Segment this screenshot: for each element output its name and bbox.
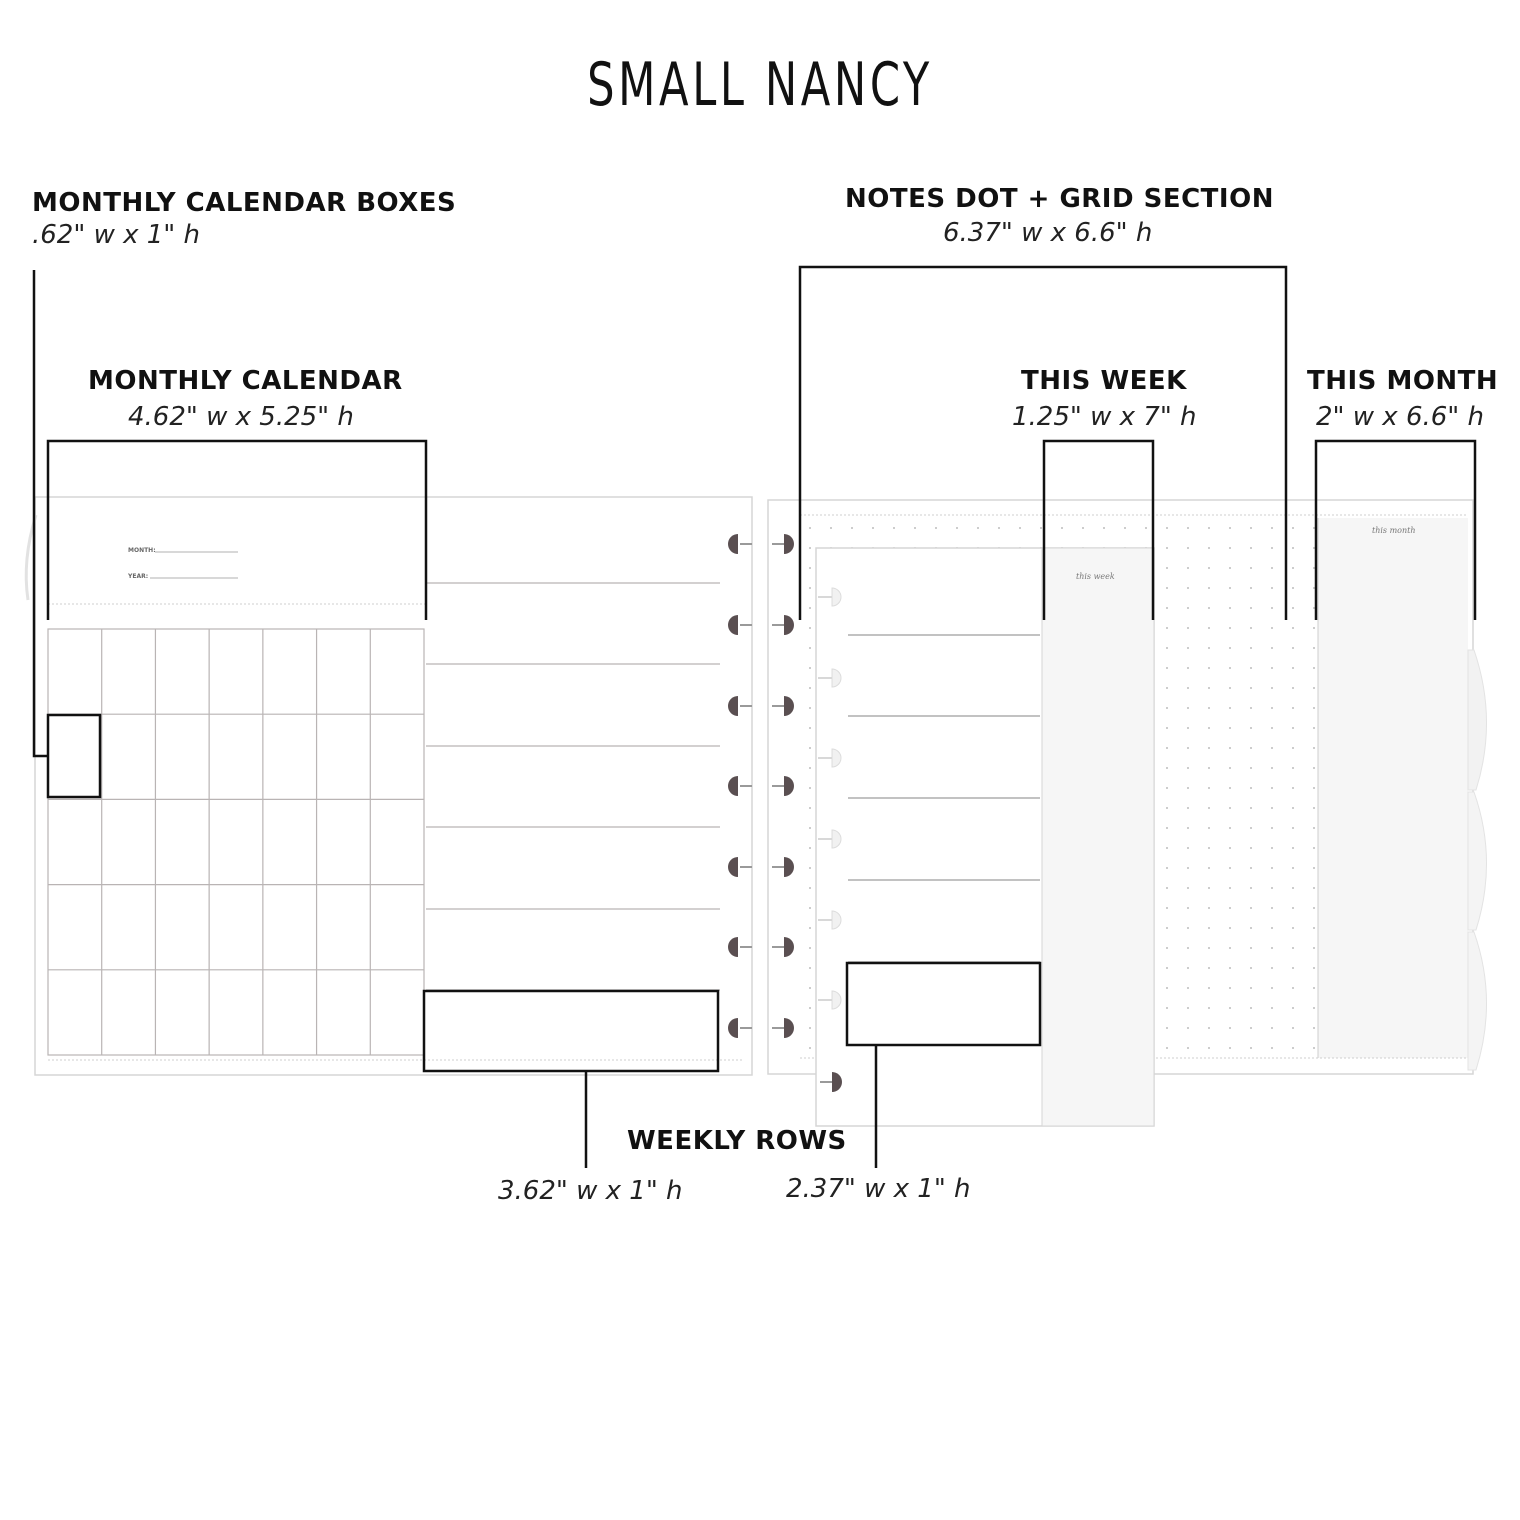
left-page <box>26 497 752 1075</box>
this-month-label: THIS MONTH <box>1307 366 1499 396</box>
calendar-boxes-size: .62" w x 1" h <box>32 220 200 250</box>
monthly-calendar-size: 4.62" w x 5.25" h <box>128 402 354 432</box>
notes-section-label: NOTES DOT + GRID SECTION <box>845 184 1274 214</box>
side-tab-2 <box>1468 792 1487 930</box>
this-week-panel <box>1042 548 1154 1126</box>
weekly-rows-label: WEEKLY ROWS <box>627 1126 847 1156</box>
notes-section-size: 6.37" w x 6.6" h <box>943 218 1153 248</box>
this-month-header: this month <box>1372 526 1416 535</box>
month-field-label: MONTH: <box>128 547 156 554</box>
this-month-size: 2" w x 6.6" h <box>1316 402 1484 432</box>
weekly-rows-size-left: 3.62" w x 1" h <box>498 1176 683 1206</box>
this-month-panel <box>1318 518 1468 1058</box>
calendar-boxes-label: MONTHLY CALENDAR BOXES <box>32 188 457 218</box>
this-week-label: THIS WEEK <box>1021 366 1187 396</box>
side-tab-3 <box>1468 932 1487 1070</box>
left-page-sheet <box>35 497 752 1075</box>
weekly-rows-size-right: 2.37" w x 1" h <box>786 1174 971 1204</box>
side-tab-1 <box>1468 650 1487 790</box>
year-field-label: YEAR: <box>128 573 149 580</box>
page-title: SMALL NANCY <box>587 50 933 120</box>
this-week-header: this week <box>1076 572 1115 581</box>
side-tabs <box>1468 650 1487 1070</box>
monthly-calendar-label: MONTHLY CALENDAR <box>88 366 403 396</box>
right-page <box>768 500 1487 1126</box>
this-week-size: 1.25" w x 7" h <box>1012 402 1197 432</box>
